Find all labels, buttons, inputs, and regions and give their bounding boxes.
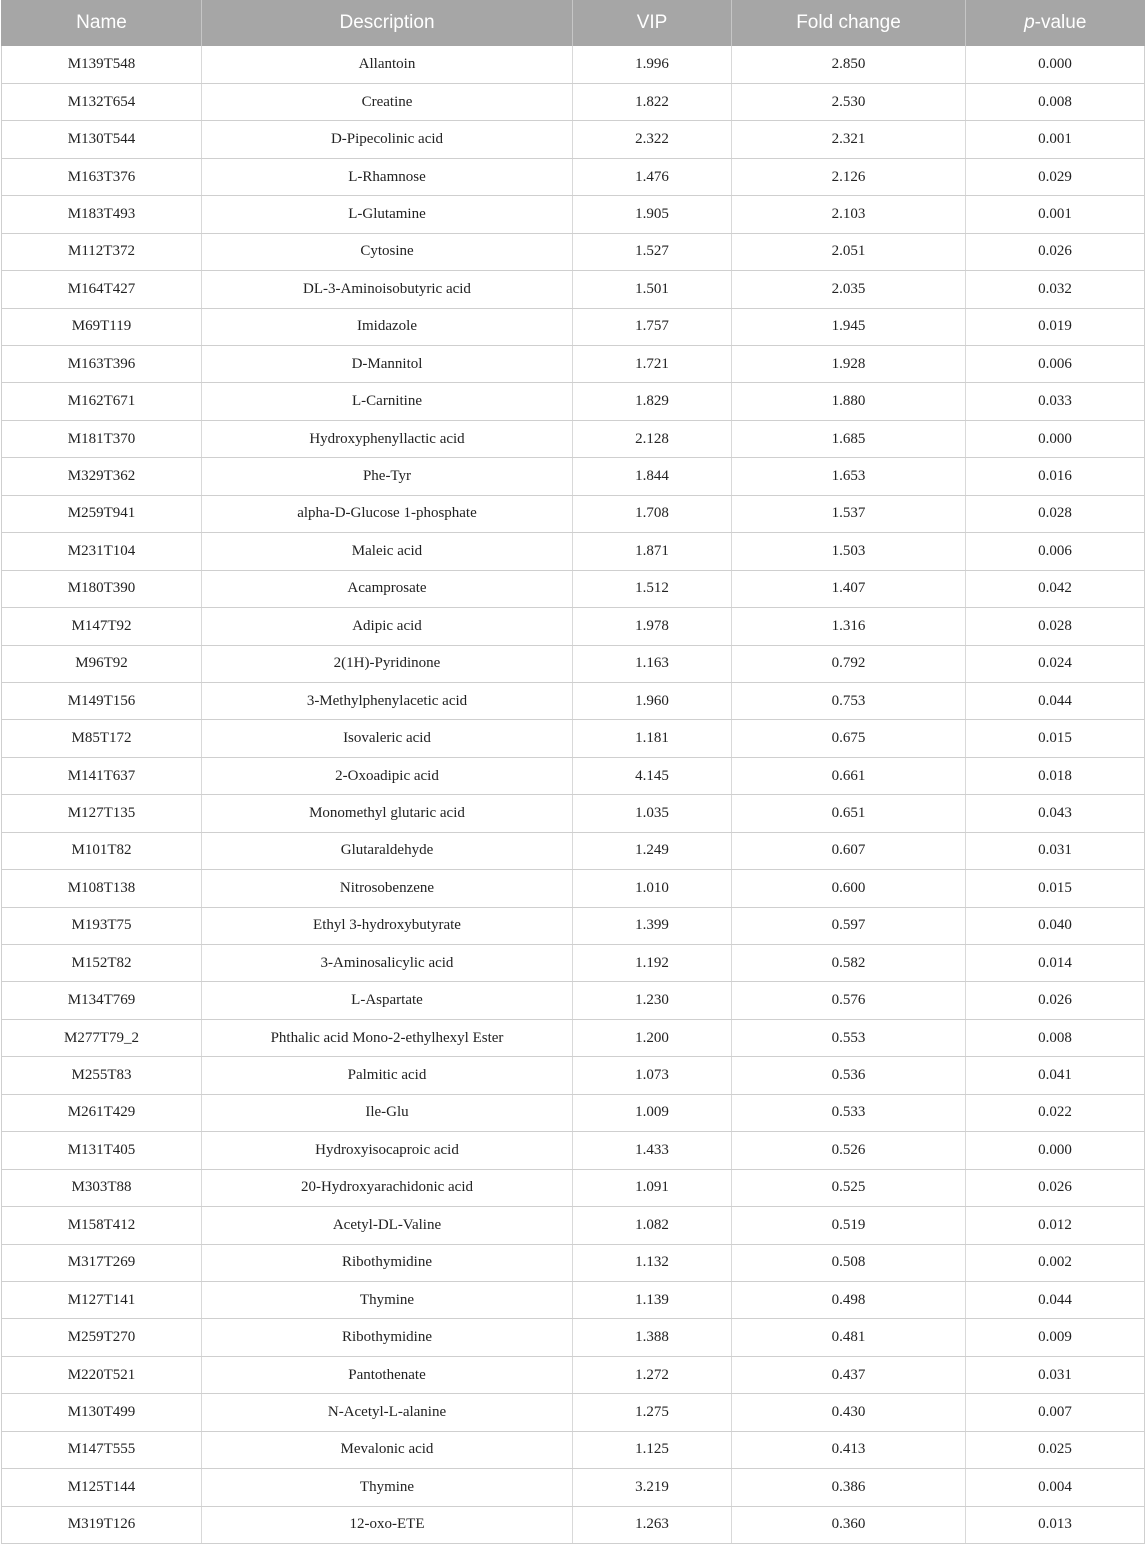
cell-name: M134T769	[2, 982, 202, 1019]
cell-description: D-Mannitol	[202, 346, 573, 383]
cell-vip: 1.822	[573, 83, 732, 120]
cell-name: M259T270	[2, 1319, 202, 1356]
cell-vip: 1.708	[573, 495, 732, 532]
cell-p-value: 0.044	[966, 1281, 1145, 1318]
cell-description: Allantoin	[202, 46, 573, 83]
cell-vip: 1.996	[573, 46, 732, 83]
table-row	[2, 982, 1145, 1019]
cell-vip: 1.399	[573, 907, 732, 944]
cell-p-value: 0.013	[966, 1506, 1145, 1543]
cell-fold-change: 0.600	[732, 870, 966, 907]
cell-name: M127T135	[2, 795, 202, 832]
cell-vip: 1.230	[573, 982, 732, 1019]
cell-p-value: 0.022	[966, 1094, 1145, 1131]
cell-description: Creatine	[202, 83, 573, 120]
cell-name: M147T555	[2, 1431, 202, 1468]
cell-fold-change: 1.685	[732, 420, 966, 457]
cell-vip: 1.978	[573, 608, 732, 645]
cell-p-value: 0.044	[966, 682, 1145, 719]
cell-vip: 1.132	[573, 1244, 732, 1281]
table-body	[2, 46, 1145, 1544]
cell-vip: 1.433	[573, 1132, 732, 1169]
cell-p-value: 0.001	[966, 196, 1145, 233]
table-row	[2, 458, 1145, 495]
cell-p-value: 0.025	[966, 1431, 1145, 1468]
cell-name: M130T499	[2, 1394, 202, 1431]
cell-fold-change: 1.880	[732, 383, 966, 420]
cell-fold-change: 0.508	[732, 1244, 966, 1281]
cell-description: Thymine	[202, 1469, 573, 1506]
cell-name: M132T654	[2, 83, 202, 120]
cell-p-value: 0.040	[966, 907, 1145, 944]
cell-fold-change: 0.792	[732, 645, 966, 682]
cell-fold-change: 0.533	[732, 1094, 966, 1131]
cell-name: M181T370	[2, 420, 202, 457]
cell-description: Ribothymidine	[202, 1244, 573, 1281]
cell-name: M277T79_2	[2, 1019, 202, 1056]
cell-fold-change: 0.430	[732, 1394, 966, 1431]
cell-name: M220T521	[2, 1356, 202, 1393]
cell-p-value: 0.015	[966, 870, 1145, 907]
cell-description: Hydroxyisocaproic acid	[202, 1132, 573, 1169]
cell-fold-change: 1.503	[732, 533, 966, 570]
cell-description: Ethyl 3-hydroxybutyrate	[202, 907, 573, 944]
cell-name: M152T82	[2, 945, 202, 982]
cell-vip: 1.139	[573, 1281, 732, 1318]
cell-name: M231T104	[2, 533, 202, 570]
cell-description: DL-3-Aminoisobutyric acid	[202, 271, 573, 308]
cell-vip: 1.091	[573, 1169, 732, 1206]
table-row	[2, 533, 1145, 570]
cell-fold-change: 2.530	[732, 83, 966, 120]
cell-vip: 1.010	[573, 870, 732, 907]
metabolite-table	[1, 0, 1145, 1544]
cell-fold-change: 0.553	[732, 1019, 966, 1056]
cell-p-value: 0.026	[966, 982, 1145, 1019]
table-row	[2, 495, 1145, 532]
cell-vip: 1.275	[573, 1394, 732, 1431]
cell-p-value: 0.015	[966, 720, 1145, 757]
cell-name: M162T671	[2, 383, 202, 420]
header-vip: VIP	[573, 0, 732, 46]
cell-p-value: 0.004	[966, 1469, 1145, 1506]
cell-p-value: 0.019	[966, 308, 1145, 345]
cell-name: M317T269	[2, 1244, 202, 1281]
cell-fold-change: 2.126	[732, 158, 966, 195]
cell-p-value: 0.008	[966, 1019, 1145, 1056]
table-row	[2, 795, 1145, 832]
cell-fold-change: 0.526	[732, 1132, 966, 1169]
cell-p-value: 0.026	[966, 233, 1145, 270]
cell-p-value: 0.031	[966, 832, 1145, 869]
cell-vip: 1.512	[573, 570, 732, 607]
table-header	[2, 0, 1145, 46]
cell-name: M139T548	[2, 46, 202, 83]
cell-p-value: 0.006	[966, 533, 1145, 570]
table-row	[2, 570, 1145, 607]
cell-name: M158T412	[2, 1207, 202, 1244]
cell-name: M259T941	[2, 495, 202, 532]
cell-fold-change: 1.928	[732, 346, 966, 383]
cell-description: N-Acetyl-L-alanine	[202, 1394, 573, 1431]
cell-p-value: 0.031	[966, 1356, 1145, 1393]
table-row	[2, 608, 1145, 645]
cell-p-value: 0.041	[966, 1057, 1145, 1094]
cell-fold-change: 0.413	[732, 1431, 966, 1468]
cell-description: Palmitic acid	[202, 1057, 573, 1094]
cell-fold-change: 0.607	[732, 832, 966, 869]
cell-vip: 1.181	[573, 720, 732, 757]
table-row	[2, 1132, 1145, 1169]
cell-p-value: 0.000	[966, 420, 1145, 457]
table-row	[2, 308, 1145, 345]
table-row	[2, 158, 1145, 195]
table-row	[2, 682, 1145, 719]
cell-fold-change: 2.321	[732, 121, 966, 158]
cell-name: M130T544	[2, 121, 202, 158]
cell-vip: 1.249	[573, 832, 732, 869]
cell-name: M193T75	[2, 907, 202, 944]
cell-fold-change: 1.945	[732, 308, 966, 345]
cell-description: Hydroxyphenyllactic acid	[202, 420, 573, 457]
cell-description: Phthalic acid Mono-2-ethylhexyl Ester	[202, 1019, 573, 1056]
cell-name: M131T405	[2, 1132, 202, 1169]
cell-fold-change: 1.316	[732, 608, 966, 645]
cell-description: 12-oxo-ETE	[202, 1506, 573, 1543]
table-row	[2, 1094, 1145, 1131]
cell-description: 3-Aminosalicylic acid	[202, 945, 573, 982]
cell-fold-change: 0.437	[732, 1356, 966, 1393]
cell-vip: 2.322	[573, 121, 732, 158]
cell-vip: 1.844	[573, 458, 732, 495]
cell-description: Maleic acid	[202, 533, 573, 570]
cell-vip: 1.476	[573, 158, 732, 195]
header-fold-change: Fold change	[732, 0, 966, 46]
table-row	[2, 420, 1145, 457]
cell-vip: 1.163	[573, 645, 732, 682]
cell-vip: 1.388	[573, 1319, 732, 1356]
cell-name: M164T427	[2, 271, 202, 308]
cell-p-value: 0.016	[966, 458, 1145, 495]
cell-name: M183T493	[2, 196, 202, 233]
cell-p-value: 0.042	[966, 570, 1145, 607]
table-row	[2, 271, 1145, 308]
cell-p-value: 0.033	[966, 383, 1145, 420]
cell-p-value: 0.043	[966, 795, 1145, 832]
cell-vip: 1.757	[573, 308, 732, 345]
cell-vip: 1.125	[573, 1431, 732, 1468]
header-p-italic: p	[1024, 12, 1035, 33]
cell-description: Adipic acid	[202, 608, 573, 645]
table-row	[2, 1394, 1145, 1431]
cell-p-value: 0.028	[966, 495, 1145, 532]
cell-fold-change: 0.360	[732, 1506, 966, 1543]
table-row	[2, 870, 1145, 907]
cell-fold-change: 2.051	[732, 233, 966, 270]
cell-p-value: 0.009	[966, 1319, 1145, 1356]
table-row	[2, 346, 1145, 383]
cell-name: M180T390	[2, 570, 202, 607]
cell-fold-change: 0.675	[732, 720, 966, 757]
cell-fold-change: 1.653	[732, 458, 966, 495]
table-row	[2, 1319, 1145, 1356]
cell-p-value: 0.000	[966, 1132, 1145, 1169]
cell-fold-change: 2.035	[732, 271, 966, 308]
cell-fold-change: 0.498	[732, 1281, 966, 1318]
cell-fold-change: 0.651	[732, 795, 966, 832]
table-row	[2, 720, 1145, 757]
table-row	[2, 383, 1145, 420]
cell-vip: 1.272	[573, 1356, 732, 1393]
cell-description: Imidazole	[202, 308, 573, 345]
cell-description: L-Glutamine	[202, 196, 573, 233]
cell-description: Phe-Tyr	[202, 458, 573, 495]
cell-name: M96T92	[2, 645, 202, 682]
cell-vip: 1.905	[573, 196, 732, 233]
cell-name: M329T362	[2, 458, 202, 495]
cell-p-value: 0.018	[966, 757, 1145, 794]
header-p-rest: -value	[1034, 12, 1087, 33]
table-row	[2, 1506, 1145, 1543]
cell-description: Mevalonic acid	[202, 1431, 573, 1468]
cell-p-value: 0.026	[966, 1169, 1145, 1206]
cell-name: M69T119	[2, 308, 202, 345]
cell-p-value: 0.006	[966, 346, 1145, 383]
header-row	[2, 0, 1145, 46]
cell-description: 2-Oxoadipic acid	[202, 757, 573, 794]
table-row	[2, 832, 1145, 869]
cell-name: M303T88	[2, 1169, 202, 1206]
cell-vip: 1.501	[573, 271, 732, 308]
cell-fold-change: 0.576	[732, 982, 966, 1019]
cell-vip: 1.871	[573, 533, 732, 570]
cell-name: M112T372	[2, 233, 202, 270]
cell-vip: 1.073	[573, 1057, 732, 1094]
cell-description: L-Carnitine	[202, 383, 573, 420]
cell-vip: 1.082	[573, 1207, 732, 1244]
cell-vip: 1.960	[573, 682, 732, 719]
cell-p-value: 0.008	[966, 83, 1145, 120]
cell-name: M163T376	[2, 158, 202, 195]
cell-description: Isovaleric acid	[202, 720, 573, 757]
header-p-value	[966, 0, 1145, 46]
cell-name: M141T637	[2, 757, 202, 794]
cell-description: 3-Methylphenylacetic acid	[202, 682, 573, 719]
cell-name: M85T172	[2, 720, 202, 757]
table-row	[2, 121, 1145, 158]
table-row	[2, 83, 1145, 120]
cell-vip: 1.721	[573, 346, 732, 383]
cell-description: 2(1H)-Pyridinone	[202, 645, 573, 682]
table-row	[2, 1469, 1145, 1506]
table-row	[2, 196, 1145, 233]
cell-fold-change: 0.753	[732, 682, 966, 719]
cell-vip: 1.192	[573, 945, 732, 982]
cell-vip: 1.200	[573, 1019, 732, 1056]
cell-description: L-Aspartate	[202, 982, 573, 1019]
cell-name: M127T141	[2, 1281, 202, 1318]
cell-description: Thymine	[202, 1281, 573, 1318]
cell-fold-change: 2.850	[732, 46, 966, 83]
cell-name: M125T144	[2, 1469, 202, 1506]
cell-name: M101T82	[2, 832, 202, 869]
cell-description: Ribothymidine	[202, 1319, 573, 1356]
cell-p-value: 0.029	[966, 158, 1145, 195]
cell-fold-change: 0.481	[732, 1319, 966, 1356]
cell-p-value: 0.000	[966, 46, 1145, 83]
cell-fold-change: 0.519	[732, 1207, 966, 1244]
cell-name: M255T83	[2, 1057, 202, 1094]
cell-fold-change: 0.582	[732, 945, 966, 982]
cell-name: M147T92	[2, 608, 202, 645]
cell-description: D-Pipecolinic acid	[202, 121, 573, 158]
table-row	[2, 757, 1145, 794]
cell-fold-change: 0.536	[732, 1057, 966, 1094]
cell-fold-change: 0.386	[732, 1469, 966, 1506]
cell-fold-change: 1.537	[732, 495, 966, 532]
cell-p-value: 0.012	[966, 1207, 1145, 1244]
cell-p-value: 0.002	[966, 1244, 1145, 1281]
cell-vip: 1.035	[573, 795, 732, 832]
table-row	[2, 945, 1145, 982]
cell-description: Nitrosobenzene	[202, 870, 573, 907]
cell-vip: 1.829	[573, 383, 732, 420]
cell-name: M108T138	[2, 870, 202, 907]
cell-vip: 1.527	[573, 233, 732, 270]
table-row	[2, 907, 1145, 944]
cell-description: Ile-Glu	[202, 1094, 573, 1131]
cell-description: 20-Hydroxyarachidonic acid	[202, 1169, 573, 1206]
cell-description: Cytosine	[202, 233, 573, 270]
table-row	[2, 233, 1145, 270]
cell-name: M319T126	[2, 1506, 202, 1543]
table-row	[2, 645, 1145, 682]
table-row	[2, 1431, 1145, 1468]
cell-fold-change: 0.597	[732, 907, 966, 944]
cell-p-value: 0.024	[966, 645, 1145, 682]
cell-p-value: 0.032	[966, 271, 1145, 308]
cell-vip: 1.263	[573, 1506, 732, 1543]
cell-description: L-Rhamnose	[202, 158, 573, 195]
cell-vip: 2.128	[573, 420, 732, 457]
table-row	[2, 1244, 1145, 1281]
cell-vip: 1.009	[573, 1094, 732, 1131]
table-row	[2, 1169, 1145, 1206]
cell-p-value: 0.001	[966, 121, 1145, 158]
header-description: Description	[202, 0, 573, 46]
cell-vip: 4.145	[573, 757, 732, 794]
cell-p-value: 0.007	[966, 1394, 1145, 1431]
table-row	[2, 1019, 1145, 1056]
cell-name: M163T396	[2, 346, 202, 383]
cell-name: M261T429	[2, 1094, 202, 1131]
cell-description: Acamprosate	[202, 570, 573, 607]
cell-vip: 3.219	[573, 1469, 732, 1506]
header-name: Name	[2, 0, 202, 46]
cell-description: alpha-D-Glucose 1-phosphate	[202, 495, 573, 532]
cell-description: Glutaraldehyde	[202, 832, 573, 869]
cell-name: M149T156	[2, 682, 202, 719]
table-row	[2, 1281, 1145, 1318]
table-row	[2, 1207, 1145, 1244]
table-row	[2, 1057, 1145, 1094]
table-row	[2, 1356, 1145, 1393]
cell-fold-change: 1.407	[732, 570, 966, 607]
cell-fold-change: 2.103	[732, 196, 966, 233]
cell-description: Monomethyl glutaric acid	[202, 795, 573, 832]
table-row	[2, 46, 1145, 83]
cell-p-value: 0.014	[966, 945, 1145, 982]
cell-fold-change: 0.661	[732, 757, 966, 794]
cell-p-value: 0.028	[966, 608, 1145, 645]
cell-fold-change: 0.525	[732, 1169, 966, 1206]
cell-description: Acetyl-DL-Valine	[202, 1207, 573, 1244]
cell-description: Pantothenate	[202, 1356, 573, 1393]
